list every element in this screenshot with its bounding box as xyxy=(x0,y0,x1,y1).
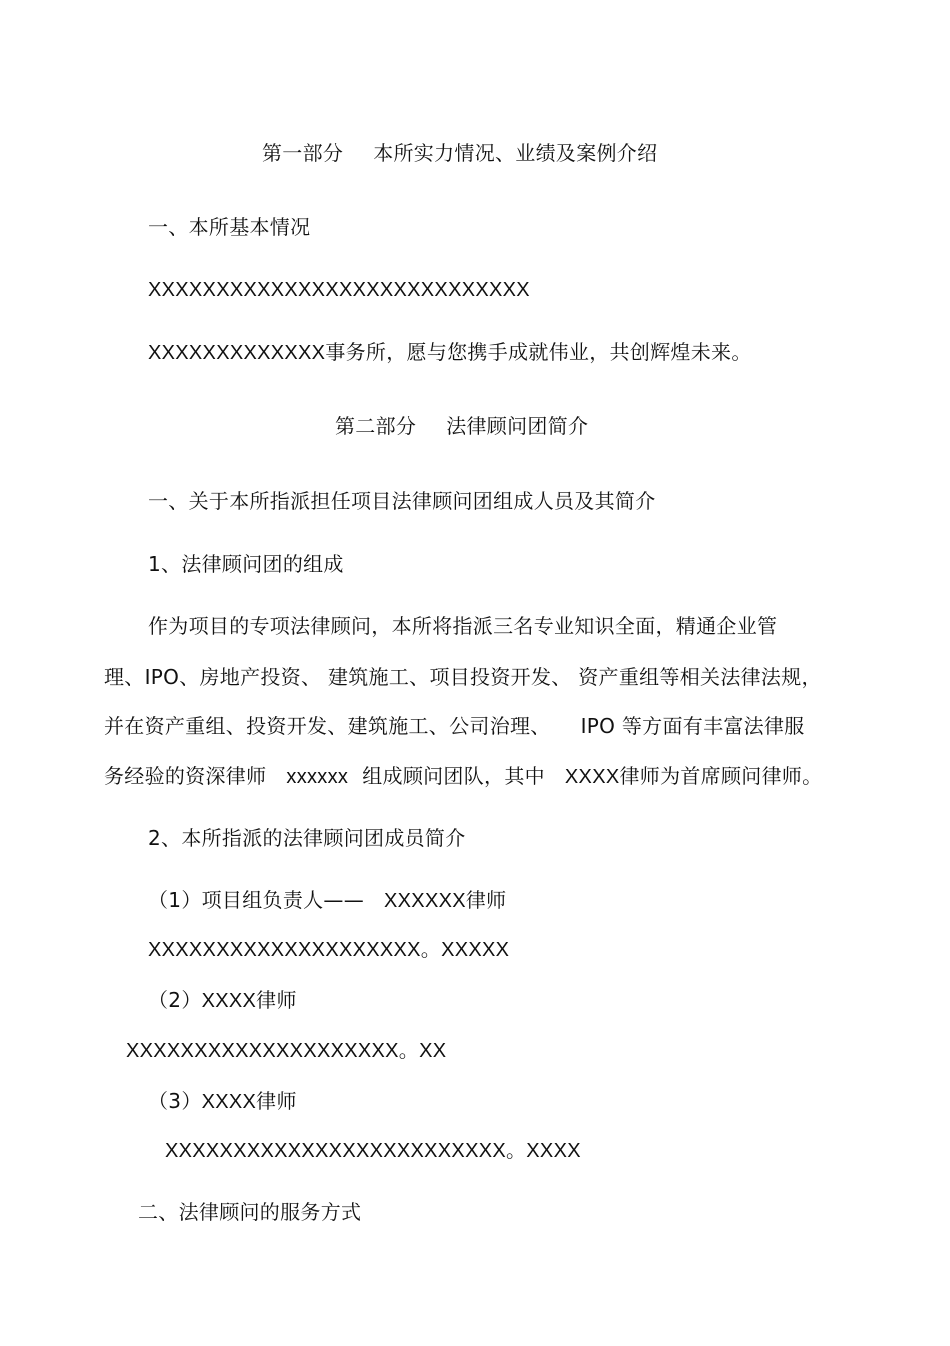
paragraph-line-3b: IPO 等方面有丰富法律服 xyxy=(580,714,805,738)
part2-section2-title: 二、法律顾问的服务方式 xyxy=(138,1200,362,1224)
member-2-label-name: XXXX律师 xyxy=(201,990,297,1012)
paragraph-line-3 xyxy=(104,712,805,740)
part1-heading-number: 第一部分 xyxy=(262,141,344,165)
part2-section1-title: 一、关于本所指派担任项目法律顾问团组成人员及其简介 xyxy=(148,489,656,513)
paragraph-line-3a: 并在资产重组、投资开发、建筑施工、公司治理、 xyxy=(104,714,551,738)
member-3-desc: XXXXXXXXXXXXXXXXXXXXXXXXX。XXXX xyxy=(165,1140,581,1162)
paragraph-line-1: 作为项目的专项法律顾问，本所将指派三名专业知识全面，精通企业管 xyxy=(148,614,778,638)
paragraph-line-2: 理、IPO、房地产投资、 建筑施工、项目投资开发、 资产重组等相关法律法规， xyxy=(104,665,822,689)
part2-heading xyxy=(335,412,588,440)
sub2-title: 2、本所指派的法律顾问团成员简介 xyxy=(148,826,466,850)
member-3-label xyxy=(148,1087,297,1116)
member-2-desc: XXXXXXXXXXXXXXXXXXXX。XX xyxy=(126,1040,447,1062)
part1-heading-title: 本所实力情况、业绩及案例介绍 xyxy=(373,141,658,165)
part1-heading xyxy=(262,139,657,167)
paragraph-line-4 xyxy=(104,762,822,791)
member-3-label-name: XXXX律师 xyxy=(201,1091,297,1113)
part1-section1-title: 一、本所基本情况 xyxy=(148,215,311,239)
paragraph-line-4d: XXXX律师为首席顾问律师。 xyxy=(564,766,823,788)
paragraph-line-4c: 组成顾问团队，其中 xyxy=(362,764,545,788)
part2-heading-title: 法律顾问团简介 xyxy=(446,414,589,438)
intro-line: XXXXXXXXXXXXX事务所，愿与您携手成就伟业，共创辉煌未来。 xyxy=(148,342,752,364)
placeholder-line: XXXXXXXXXXXXXXXXXXXXXXXXXXXX xyxy=(148,279,530,301)
member-1-desc: XXXXXXXXXXXXXXXXXXXX。XXXXX xyxy=(148,939,510,961)
member-1-label-prefix: （1）项目组负责人—— xyxy=(148,888,365,912)
member-3-label-prefix: （3） xyxy=(148,1089,202,1113)
part2-heading-number: 第二部分 xyxy=(335,414,417,438)
member-2-label xyxy=(148,986,297,1015)
paragraph-line-4b: xxxxxx xyxy=(286,766,349,788)
member-1-label xyxy=(148,886,506,915)
sub1-title: 1、法律顾问团的组成 xyxy=(148,552,344,576)
paragraph-line-4a: 务经验的资深律师 xyxy=(104,764,267,788)
member-2-label-prefix: （2） xyxy=(148,988,202,1012)
member-1-label-name: XXXXXX律师 xyxy=(384,890,507,912)
